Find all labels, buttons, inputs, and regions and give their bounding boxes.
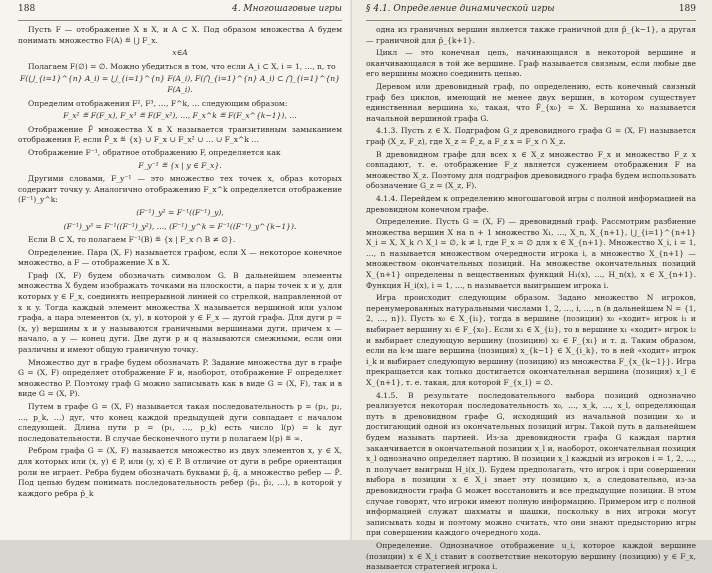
formula: (F⁻¹)_y³ = F⁻¹((F⁻¹)_y²), …, (F⁻¹)_y^k = F⁻¹((F⁻¹)_y^{k−1}).	[63, 221, 297, 231]
formula: x∈A	[172, 48, 188, 58]
paragraph: 4.1.4. Перейдем к определению многошаговой игры с полной информацией на древовидном конечном графе.	[366, 193, 696, 214]
right-running-head: § 4.1. Определение динамической игры	[366, 4, 555, 14]
paragraph: В древовидном графе для всех x ∈ X_z множество F_x и множество F_z x совпадают, т. е. отображение F_z является сужением отображения F на множество X_z. Поэтому для подграфов древовидного графа будем использовать обозначение G_z = (X_z, F).	[366, 149, 696, 191]
left-page-header	[18, 4, 342, 21]
paragraph: Определение. Однозначное отображение u_i, которое каждой вершине (позиции) x ∈ X_i ставит в соответствие некоторую вершину (позицию) y ∈ F_x, называется стратегией игрока i.	[366, 540, 696, 572]
paragraph: 4.1.5. В результате последовательного выбора позиций однозначно реализуется некоторая последовательность x₀, …, x_k, …, x_l, определяющая путь в древовидном графе G, исходящий из начальной позиции x₀ и достигающий одной из окончательных позиций игры. Такой путь в дальнейшем будем называть партией. Из-за древовидности графа G каждая партия заканчивается в окончательной позиции x_l и, наоборот, окончательная позиция x_l однозначно определяет партию. В позиции x_l каждый из игроков i = 1, 2, …, n получает выигрыш H_i(x_l). Будем предполагать, что игрок i при совершении выбора в позиции x ∈ X_i знает эту позицию x, а следовательно, из-за древовидности графа G может восстановить и все предыдущие позиции. В этом случае говорят, что игроки имеют полную информацию. Примером игр с полной информацией служат шахматы и шашки, поскольку в них игроки могут записывать ходы и поэтому можно считать, что они знают предысторию игры при совершении каждого очередного хода.	[366, 390, 696, 538]
formula: F(⋃_{i=1}^{n} A_i) = ⋃_{i=1}^{n} F(A_i), F(⋂_{i=1}^{n} A_i) ⊂ ⋂_{i=1}^{n} F(A_i).	[19, 74, 341, 94]
paragraph: Деревом или древовидный граф, по определению, есть конечный связный граф без циклов, имеющий не менее двух вершин, в котором существует единственная вершина x₀, такая, что F̂_{x₀} = X. Вершина x₀ называется начальной вершиной графа G.	[366, 81, 696, 123]
paragraph: Игра происходит следующим образом. Задано множество N игроков, перенумерованных натуральными числами 1, 2, …, i, …, n (в дальнейшем N = {1, 2, …, n}). Пусть x₀ ∈ X_{i₁}, тогда в вершине (позиции) x₀ «ходит» игрок i₁ и выбирает вершину x₁ ∈ F_{x₀}. Если x₁ ∈ X_{i₂}, то в вершине x₁ «ходит» игрок i₂ и выбирает следующую вершину (позицию) x₂ ∈ F_{x₁} и т. д. Таким образом, если на k-м шаге вершина (позиция) x_{k−1} ∈ X_{i_k}, то в ней «ходит» игрок i_k и выбирает следующую вершину (позицию) из множества F_{x_{k−1}}. Игра прекращается как только достигается окончательная вершина (позиция) x_l ∈ X_{n+1}, т. е. такая, для которой F_{x_l} = ∅.	[366, 293, 696, 387]
paragraph: Определение. Пара (X, F) называется графом, если X — некоторое конечное множество, а F — отображение X в X.	[18, 247, 342, 268]
formula: F_y⁻¹ ≝ {x | y ∈ F_x}.	[138, 160, 222, 170]
paragraph: Множество дуг в графе будем обозначать P. Задание множества дуг в графе G = (X, F) определяет отображение F и, наоборот, отображение F определяет множество P. Поэтому граф G можно записывать как в виде G = (X, F), так и в виде G = (X, P).	[18, 357, 342, 399]
paragraph: Если B ⊂ X, то полагаем F⁻¹(B) ≝ {x | F_x ∩ B ≠ ∅}.	[28, 235, 236, 245]
paragraph: Определение. Пусть G = (X, F) — древовидный граф. Рассмотрим разбиение множества вершин X на n + 1 множество X₁, …, X_n, X_{n+1}, ⋃_{i=1}^{n+1} X_i = X, X_k ∩ X_l = ∅, k ≠ l, где F_x = ∅ для x ∈ X_{n+1}. Множество X_i, i = 1, …, n называется множеством очередности игрока i, а множество X_{n+1} — множеством окончательных позиций. На множестве окончательных позиций X_{n+1} определены n вещественных функций H₁(x), …, H_n(x), x ∈ X_{n+1}. Функция H_i(x), i = 1, …, n называется выигрышем игрока i.	[366, 217, 696, 290]
paragraph: Полагаем F(∅) = ∅. Можно убедиться в том, что если A_i ⊂ X, i = 1, …, n, то	[28, 61, 336, 71]
formula: (F⁻¹)_y² = F⁻¹((F⁻¹)_y),	[136, 207, 224, 217]
paragraph: Пусть F — отображение X в X, и A ⊂ X. Под образом множества A будем понимать множество F(A) ≝ ⋃ F_x.	[18, 25, 342, 45]
paragraph: Путем в графе G = (X, F) называется такая последовательность p = (p₁, p₂, …, p_k, …) дуг, что конец каждой предыдущей дуги совпадает с началом следующей. Длина пути p = (p₁, …, p_k) есть число l(p) = k дуг последовательности. В случае бесконечного пути p полагаем l(p) ≝ ∞.	[18, 402, 342, 443]
right-page	[352, 0, 712, 572]
paragraph: Определим отображения F², F³, …, F^k, … следующим образом:	[28, 98, 288, 108]
paragraph: одна из граничных вершин является также граничной для p̄_{k−1}, а другая — граничной для p̄_{k+1}.	[366, 25, 696, 45]
paragraph: Цикл — это конечная цепь, начинающаяся в некоторой вершине и оканчивающаяся в той же вершине. Граф называется связным, если любые две его вершины можно соединить цепью.	[366, 48, 696, 79]
paragraph: Ребром графа G = (X, F) называется множество из двух элементов x, y ∈ X, для которых или (x, y) ∈ P, или (y, x) ∈ P. В отличие от дуги в ребре ориентация роли не играет. Ребра будем обозначать буквами p̄, q̄, а множество ребер — P̄. Под цепью будем понимать последовательность ребер (p̄₁, p̄₂, …), в которой у каждого ребра p̄_k	[18, 446, 342, 498]
right-page-number: 189	[678, 4, 696, 14]
left-page-body	[18, 25, 342, 499]
left-page-number: 188	[18, 4, 36, 14]
paragraph: Отображение F̂ множества X в X называется транзитивным замыканием отображения F, если F̂_x ≝ {x} ∪ F_x ∪ F_x² ∪ … ∪ F_x^k …	[18, 124, 342, 145]
paragraph: 4.1.3. Пусть z ∈ X. Подграфом G_z древовидного графа G = (X, F) называется граф (X_z, F_z), где X_z = F̂_z, а F_z x = F_x ∩ X_z.	[366, 126, 696, 146]
paragraph: Граф (X, F) будем обозначать символом G. В дальнейшем элементы множества X будем изображать точками на плоскости, а пары точек x и y, для которых y ∈ F_x, соединять непрерывной линией со стрелкой, направленной от x к y. Тогда каждый элемент множества X называется вершиной или узлом графа, а пара элементов (x, y), в которой y ∈ F_x — дугой графа. Для дуги p = (x, y) вершины x и y называются граничными вершинами дуги, причем x — начало, а y — конец дуги. Две дуги p и q называются смежными, если они различны и имеют общую граничную точку.	[18, 270, 342, 355]
right-page-header	[366, 4, 696, 21]
paragraph: Другими словами, F_y⁻¹ — это множество тех точек x, образ которых содержит точку y. Аналогично отображению F_x^k определяется отображение (F⁻¹)_y^k:	[18, 174, 342, 205]
paragraph: Отображение F⁻¹, обратное отображению F, определяется как	[28, 147, 281, 157]
formula: F_x² ≝ F(F_x), F_x³ ≝ F(F_x²), …, F_x^k ≝ F(F_x^{k−1}), …	[63, 111, 297, 121]
left-running-head: 4. Многошаговые игры	[231, 4, 342, 14]
right-page-body	[366, 25, 696, 573]
left-page	[0, 0, 352, 540]
